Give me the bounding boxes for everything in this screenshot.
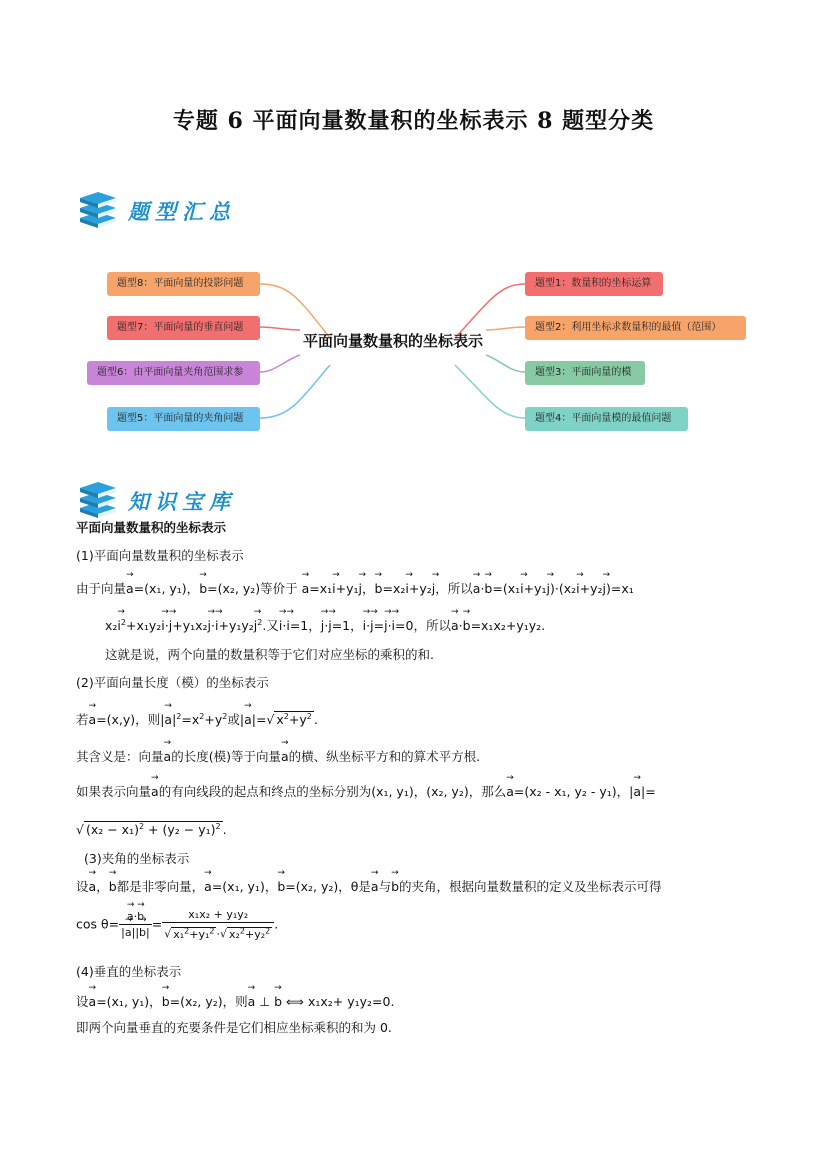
- text: =(x₂, y₂)等价于: [207, 581, 298, 596]
- paragraph-2-meaning: [76, 748, 480, 766]
- fraction: $\frac{\text{x₁x₂ + y₁y₂}}{√ x_1^2+y_1^2 \cdot√ x_2^2+y_2^2}$: [162, 908, 274, 942]
- subheading-1: (1)平面向量数量积的坐标表示: [76, 548, 244, 563]
- text: =(x₂ - x₁, y₂ - y₁)，|: [513, 784, 634, 799]
- page-title: 专题 6 平面向量数量积的坐标表示 8 题型分类: [172, 108, 655, 134]
- text: 的夹角，根据向量数量积的定义及坐标表示可得: [399, 879, 662, 894]
- vector-a: → a: [371, 878, 379, 896]
- formula: √ $(x_2 - x_1)^2 + (y_2 - y_1)^2$ .: [76, 822, 227, 838]
- vector-a: → a: [89, 878, 97, 896]
- paragraph-4-line-1: [76, 993, 394, 1011]
- paragraph-4-note: 即两个向量垂直的充要条件是它们相应坐标乘积的和为 0.: [76, 1020, 392, 1035]
- vector-b: → b: [391, 878, 399, 896]
- mindmap-node-type7[interactable]: 题型7：平面向量的垂直问题: [107, 316, 260, 340]
- branch-line-right-4: [455, 365, 525, 418]
- text: 设: [76, 879, 89, 894]
- mindmap-node-type6[interactable]: 题型6：由平面向量夹角范围求参: [87, 361, 260, 385]
- text: 的长度(模)等于向量: [171, 749, 281, 764]
- vector-a: → a: [89, 711, 97, 729]
- subheading-4: (4)垂直的坐标表示: [76, 964, 182, 979]
- mindmap-node-type3[interactable]: 题型3：平面向量的模: [525, 361, 645, 385]
- text: =(x₁, y₁)，: [133, 581, 200, 596]
- text: 的横、纵坐标平方和的算术平方根.: [288, 749, 481, 764]
- formula: → a=x₁→ i+y₁→ j，→ b=x₂→ i+y₂→ j，: [298, 581, 448, 596]
- content-heading: 平面向量数量积的坐标表示: [76, 520, 227, 535]
- book-stack-icon: [76, 190, 120, 228]
- branch-line-left-2: [260, 327, 300, 330]
- text: 都是非零向量，: [116, 879, 205, 894]
- text: 若: [76, 712, 89, 728]
- mindmap-node-type1[interactable]: 题型1：数量积的坐标运算: [525, 272, 663, 296]
- branch-line-left-3: [260, 355, 300, 372]
- paragraph-2-line-1: [76, 708, 318, 729]
- paragraph-1-line-2: [105, 614, 545, 635]
- text: 其含义是：向量: [76, 749, 164, 764]
- paragraph-2-line-3: [76, 818, 227, 839]
- branch-line-left-4: [260, 365, 330, 418]
- vector-a: → a: [281, 748, 289, 766]
- vector-a: → a: [151, 783, 159, 801]
- text: =(x₁, y₁)，: [96, 994, 162, 1009]
- subheading-3: (3)夹角的坐标表示: [84, 851, 190, 866]
- text: 或: [227, 712, 240, 728]
- mindmap-center-topic: 平面向量数量积的坐标表示: [302, 332, 483, 350]
- cos-formula: cos θ= → $\frac{a\cdot\to b}{|\to a||\to b|}$ = $\frac{\text{x₁x₂ + y₁y₂}}{√ x_1^2+y_1^2 \cdot√ x_2^2+y_2^2}$ .: [76, 908, 278, 942]
- mindmap-node-type4[interactable]: 题型4：平面向量模的最值问题: [525, 407, 688, 431]
- branch-line-right-2: [486, 327, 525, 330]
- formula: $x_2\to i^2+x_1y_2\to i\cdot\to j+y_1x_2\to j\cdot\to i+y_1y_2\to j^2$.又→ i·→ i=1，→ j·→ j=1，→ i·→ j=→ j·→ i=0，所以→ a·→ b=x₁x₂+y₁y₂.: [105, 618, 545, 633]
- text: 设: [76, 994, 89, 1009]
- text: =(x₂, y₂)，则: [169, 994, 248, 1009]
- text: 由于向量: [76, 581, 127, 596]
- mindmap-node-type2[interactable]: 题型2：利用坐标求数量积的最值（范围）: [525, 316, 746, 340]
- text: ，: [96, 879, 109, 894]
- formula: |→ a|=√ $x^2+y^2$ .: [240, 712, 318, 727]
- text: x₁x₂+ y₁y₂=0.: [307, 994, 395, 1009]
- formula: → a·→ b=(x₁→ i+y₁→ j)·(x₂→ i+y₂→ j)=x₁: [473, 581, 634, 596]
- book-stack-icon: [76, 480, 120, 518]
- text: 与: [378, 879, 392, 894]
- section-label: 题型汇总: [128, 199, 236, 224]
- vector-b: → b: [199, 580, 207, 598]
- text: cos θ=: [76, 916, 120, 932]
- text: =(x,y)，则: [96, 712, 161, 728]
- branch-line-right-3: [486, 355, 525, 372]
- text: =(x₁, y₁)，: [211, 879, 278, 894]
- paragraph-2-line-2: [76, 783, 656, 801]
- text: 如果表示向量: [76, 784, 152, 799]
- vector-b: → b: [162, 993, 170, 1011]
- mindmap-node-type8[interactable]: 题型8：平面向量的投影问题: [107, 272, 260, 296]
- mindmap-node-type5[interactable]: 题型5：平面向量的夹角问题: [107, 407, 260, 431]
- vector-b: → b: [109, 878, 117, 896]
- vector-a: → a: [633, 783, 641, 801]
- paragraph-1-note: 这就是说，两个向量的数量积等于它们对应坐标的乘积的和.: [105, 647, 434, 662]
- paragraph-3-line-1: [76, 878, 662, 896]
- text: |=: [641, 784, 656, 799]
- text: =(x₂, y₂)，θ是: [285, 879, 371, 894]
- vector-a: → a: [89, 993, 97, 1011]
- vector-a: → a: [126, 580, 134, 598]
- vector-b: → b: [277, 878, 285, 896]
- subheading-2: (2)平面向量长度（模）的坐标表示: [76, 675, 269, 690]
- vector-a: → a: [506, 783, 514, 801]
- paragraph-1-line-1: [76, 580, 634, 598]
- vector-a: → a: [204, 878, 212, 896]
- text: 的有向线段的起点和终点的坐标分别为(x₁, y₁)，(x₂, y₂)，那么: [158, 784, 507, 799]
- section-label: 知识宝库: [128, 489, 236, 514]
- fraction: → $\frac{a\cdot\to b}{|\to a||\to b|}$: [119, 910, 152, 940]
- vector-a: → a: [164, 748, 172, 766]
- formula: → a ⊥ → b ⟺: [248, 994, 308, 1009]
- formula: |→ $a|^2=x^2+y^2$: [160, 712, 227, 727]
- text: 所以: [447, 581, 473, 596]
